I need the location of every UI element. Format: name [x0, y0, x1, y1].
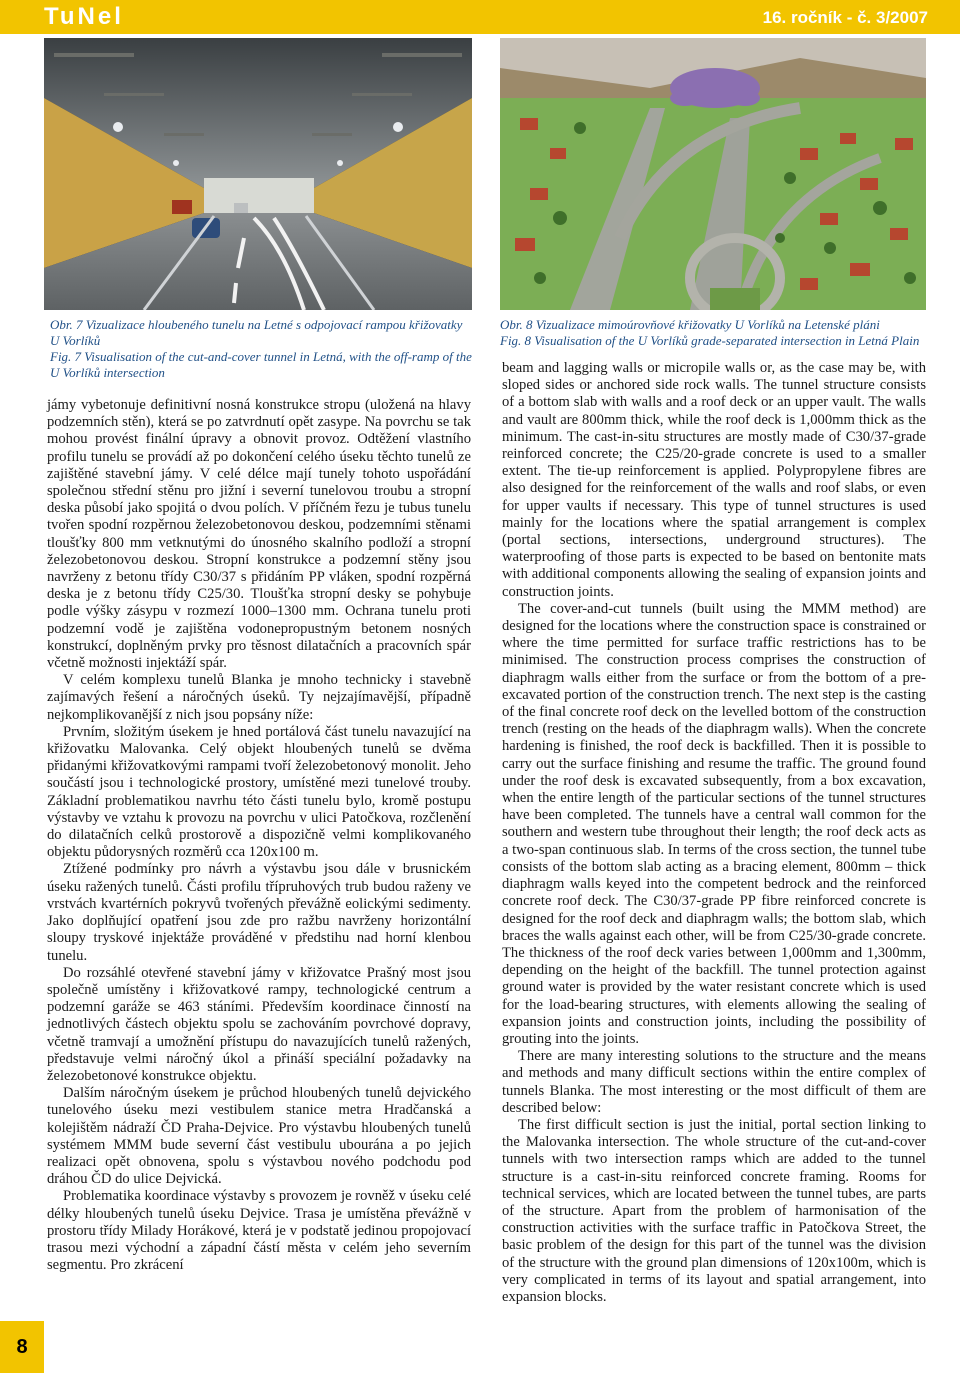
page-header: [0, 0, 960, 34]
czech-body-column: [47, 397, 471, 1274]
english-body-column: [502, 360, 926, 1306]
paragraph: The cover-and-cut tunnels (built using the MMM method) are designed for the locations where the construction space is constrained or where the time permitted for surface traffic restrictions has to be minimised. The construction process comprises the construction of diaphragm walls either from the surface or from the bottom of a pre-excavated portion of the construction trench. The next step is the casting of the final concrete roof deck on the levelled bottom of the construction trench (resting on the heads of the diaphragm walls). When the concrete hardening is finished, the roof deck is backfilled. Then it is possible to carry out the surface finishing and resume the traffic. The ground found under the roof desk is excavated subsequently, from a box excavation, when the entire length of the particular sections of the tunnel structures have been completed. The tunnels have a central wall common for the southern and western tube throughout their length; the roof deck acts as a two-span continuous slab. In terms of the cross section, the tunnel tube consists of the bottom slab acting as a bracing element, 800mm – thick diaphragm walls keyed into the competent bedrock and the reinforced concrete roof deck. The C30/37-grade PP fibre reinforced concrete is designed for the roof deck and diaphragm walls; the bottom slab, which braces the walls against each other, will be from C25/30-grade concrete. The thickness of the roof deck varies between 1,000mm and 1,300mm, depending on the height of the backfill. The tunnel protection against ground water is provided by the water resistant concrete which is used for the load-bearing structures, with elements allowing the sealing of expansion joints and construction joints, including the possibility of grouting into the joints.: [502, 600, 926, 1047]
figure-8-caption: [500, 317, 926, 349]
paragraph: V celém komplexu tunelů Blanka je mnoho technicky i stavebně zajímavých řešení a náročných úseků. Ty nejzajímavější, případně nejkomplikovanější z nich jsou popsány níže:: [47, 672, 471, 723]
paragraph: jámy vybetonuje definitivní nosná konstrukce stropu (uložená na hlavy podzemních stěn), která se po zatvrdnutí opět zasype. Na povrchu se tak mohou provést finální úpravy a obnovit provoz. Odtěžení vlastního profilu tunelu se provádí až po dokončení celého úseku těchto tunelů ze zajištěné stavební jámy. V celé délce mají tunely tohoto uspořádání společnou střední stěnu pro jižní i severní tunelovou troubu a stropní deska působí jako spojitá o dvou polích. V příčném řezu je tubus tunelu tvořen spodní rozpěrnou železobetonovou deskou, podzemními stěnami tloušťky 800 mm vetknutými do únosného skalního podloží a stropní železobetonovou deskou. Stropní konstrukce a podzemní stěny jsou navrženy z betonu třídy C30/37 s přidáním PP vláken, spodní rozpěrná deska je z betonu třídy C25/30. Tloušťka stropní desky se pohybuje podle výšky zásypu v rozmezí 1000–1300 mm. Ochrana tunelu proti podzemní vodě je zajištěna vodonepropustným betonem nosných konstrukcí, doplněným prvky pro těsnost dilatačních a pracovních spár včetně možnosti injektáží spár.: [47, 397, 471, 672]
paragraph: Do rozsáhlé otevřené stavební jámy v křižovatce Prašný most jsou společně umístěny i křižovatkové rampy, technologické centrum a podzemní garáže se 463 stáními. Především koordinace činností na jednotlivých částech objektu spolu se zachováním povrchové dopravy, včetně tramvají a umožnění přístupu do navazujících tunelů ražených, představuje velmi náročný úkol a přináší speciální požadavky na železobetonové konstrukce objektu.: [47, 964, 471, 1084]
issue-label: 16. ročník - č. 3/2007: [762, 8, 928, 27]
figure-8-caption-en: Fig. 8 Visualisation of the U Vorlíků grade-separated intersection in Letná Plain: [500, 333, 920, 348]
paragraph: beam and lagging walls or micropile walls or, as the case may be, with sloped sides or anchored side rock walls. The tunnel structure consists of a bottom slab with walls and a roof deck or an upper vault. The walls and vault are 800mm thick, while the roof deck is 1,000mm thick as the minimum. The cast-in-situ structures are mostly made of C30/37-grade reinforced concrete; the C25/20-grade concrete is used to a smaller extent. The tie-up reinforcement is applied. Polypropylene fibres are also designed for the reinforcement of the walls and roof slabs, or even for upper vaults if necessary. This type of tunnel structures is used mainly for the locations where the spatial arrangement is complex (portal sections, intersections, underground structures). The waterproofing of those parts is expected to be based on bentonite mats with additional components allowing the sealing of expansion joints and construction joints.: [502, 360, 926, 600]
tunnel-visualization-image: [44, 38, 472, 310]
intersection-visualization-image: [500, 38, 926, 310]
paragraph: Dalším náročným úsekem je průchod hloubených tunelů dejvického tunelového úseku mezi vestibulem stanice metra Hradčanská a kolejištěm nádraží ČD Praha-Dejvice. Pro výstavbu hloubených tunelů systémem MMM bude severní část vestibulu ubourána a po jejich realizaci opět obnovena, spolu s výstavbou nového podchodu pod dráhou ČD do ulice Dejvická.: [47, 1085, 471, 1188]
paragraph: Ztížené podmínky pro návrh a výstavbu jsou dále v brusnickém úseku ražených tunelů. Části profilu třípruhových trub budou raženy ve vrstvách kvartérních pokryvů tvořených převážně eolickými sedimenty. Jako doplňující opatření jsou zde pro ražbu navrženy horizontální sloupy tryskové injektáže prováděné v předstihu nad horní klenbou tunelu.: [47, 861, 471, 964]
figure-7-caption-en: Fig. 7 Visualisation of the cut-and-cover tunnel in Letná, with the off-ramp of the U Vorlíků intersection: [50, 349, 472, 380]
paragraph: The first difficult section is just the initial, portal section linking to the Malovanka intersection. The whole structure of the cut-and-cover tunnels with two intersection ramps which are added to the tunnel structure is a cast-in-situ reinforced concrete framing. Rooms for technical services, which are located between the tunnel tubes, are parts of the structure. Apart from the problem of harmonisation of the construction activities with the surface traffic in Patočkova Street, the basic problem of the design for this part of the tunnel was the division of the structure with the ground plan dimensions of 120x100m, which is very complicated in terms of its layout and spatial arrangement, into expansion blocks.: [502, 1116, 926, 1305]
figure-8-caption-cz: Obr. 8 Vizualizace mimoúrovňové křižovatky U Vorlíků na Letenské pláni: [500, 317, 880, 332]
figure-7-caption-cz: Obr. 7 Vizualizace hloubeného tunelu na Letné s odpojovací rampou křižovatky U Vorlíků: [50, 317, 463, 348]
paragraph: Prvním, složitým úsekem je hned portálová část tunelu navazující na křižovatku Malovanka. Celý objekt hloubených tunelů se dvěma přidanými křižovatkovými rampami tvoří železobetonový monolit. Jeho součástí jsou i technologické prostory, umístěné mezi tunelové trouby. Základní problematikou navrhu této části tunelu bylo, kromě postupu výstavby ve vztahu k provozu na povrchu v ulici Patočkova, rozčlenění do dilatačních celků prostorově a dispozičně velmi komplikovaného objektu půdorysných rozměrů cca 120x100 m.: [47, 723, 471, 861]
paragraph: Problematika koordinace výstavby s provozem je rovněž v úseku celé délky hloubených tunelů úseku Dejvice. Trasa je umístěna převážně v prostoru třídy Milady Horákové, která je v podstatě jedinou propojovací trasou mezi východní a západní částí města v celém jeho severním segmentu. Pro zkrácení: [47, 1188, 471, 1274]
figure-7-caption: [50, 317, 472, 381]
page-number: 8: [0, 1321, 44, 1373]
paragraph: There are many interesting solutions to the structure and the means and methods and many difficult sections within the entire complex of tunnels Blanka. The most interesting or the most difficult of them are described below:: [502, 1048, 926, 1116]
magazine-logo: TuNel: [44, 3, 124, 30]
